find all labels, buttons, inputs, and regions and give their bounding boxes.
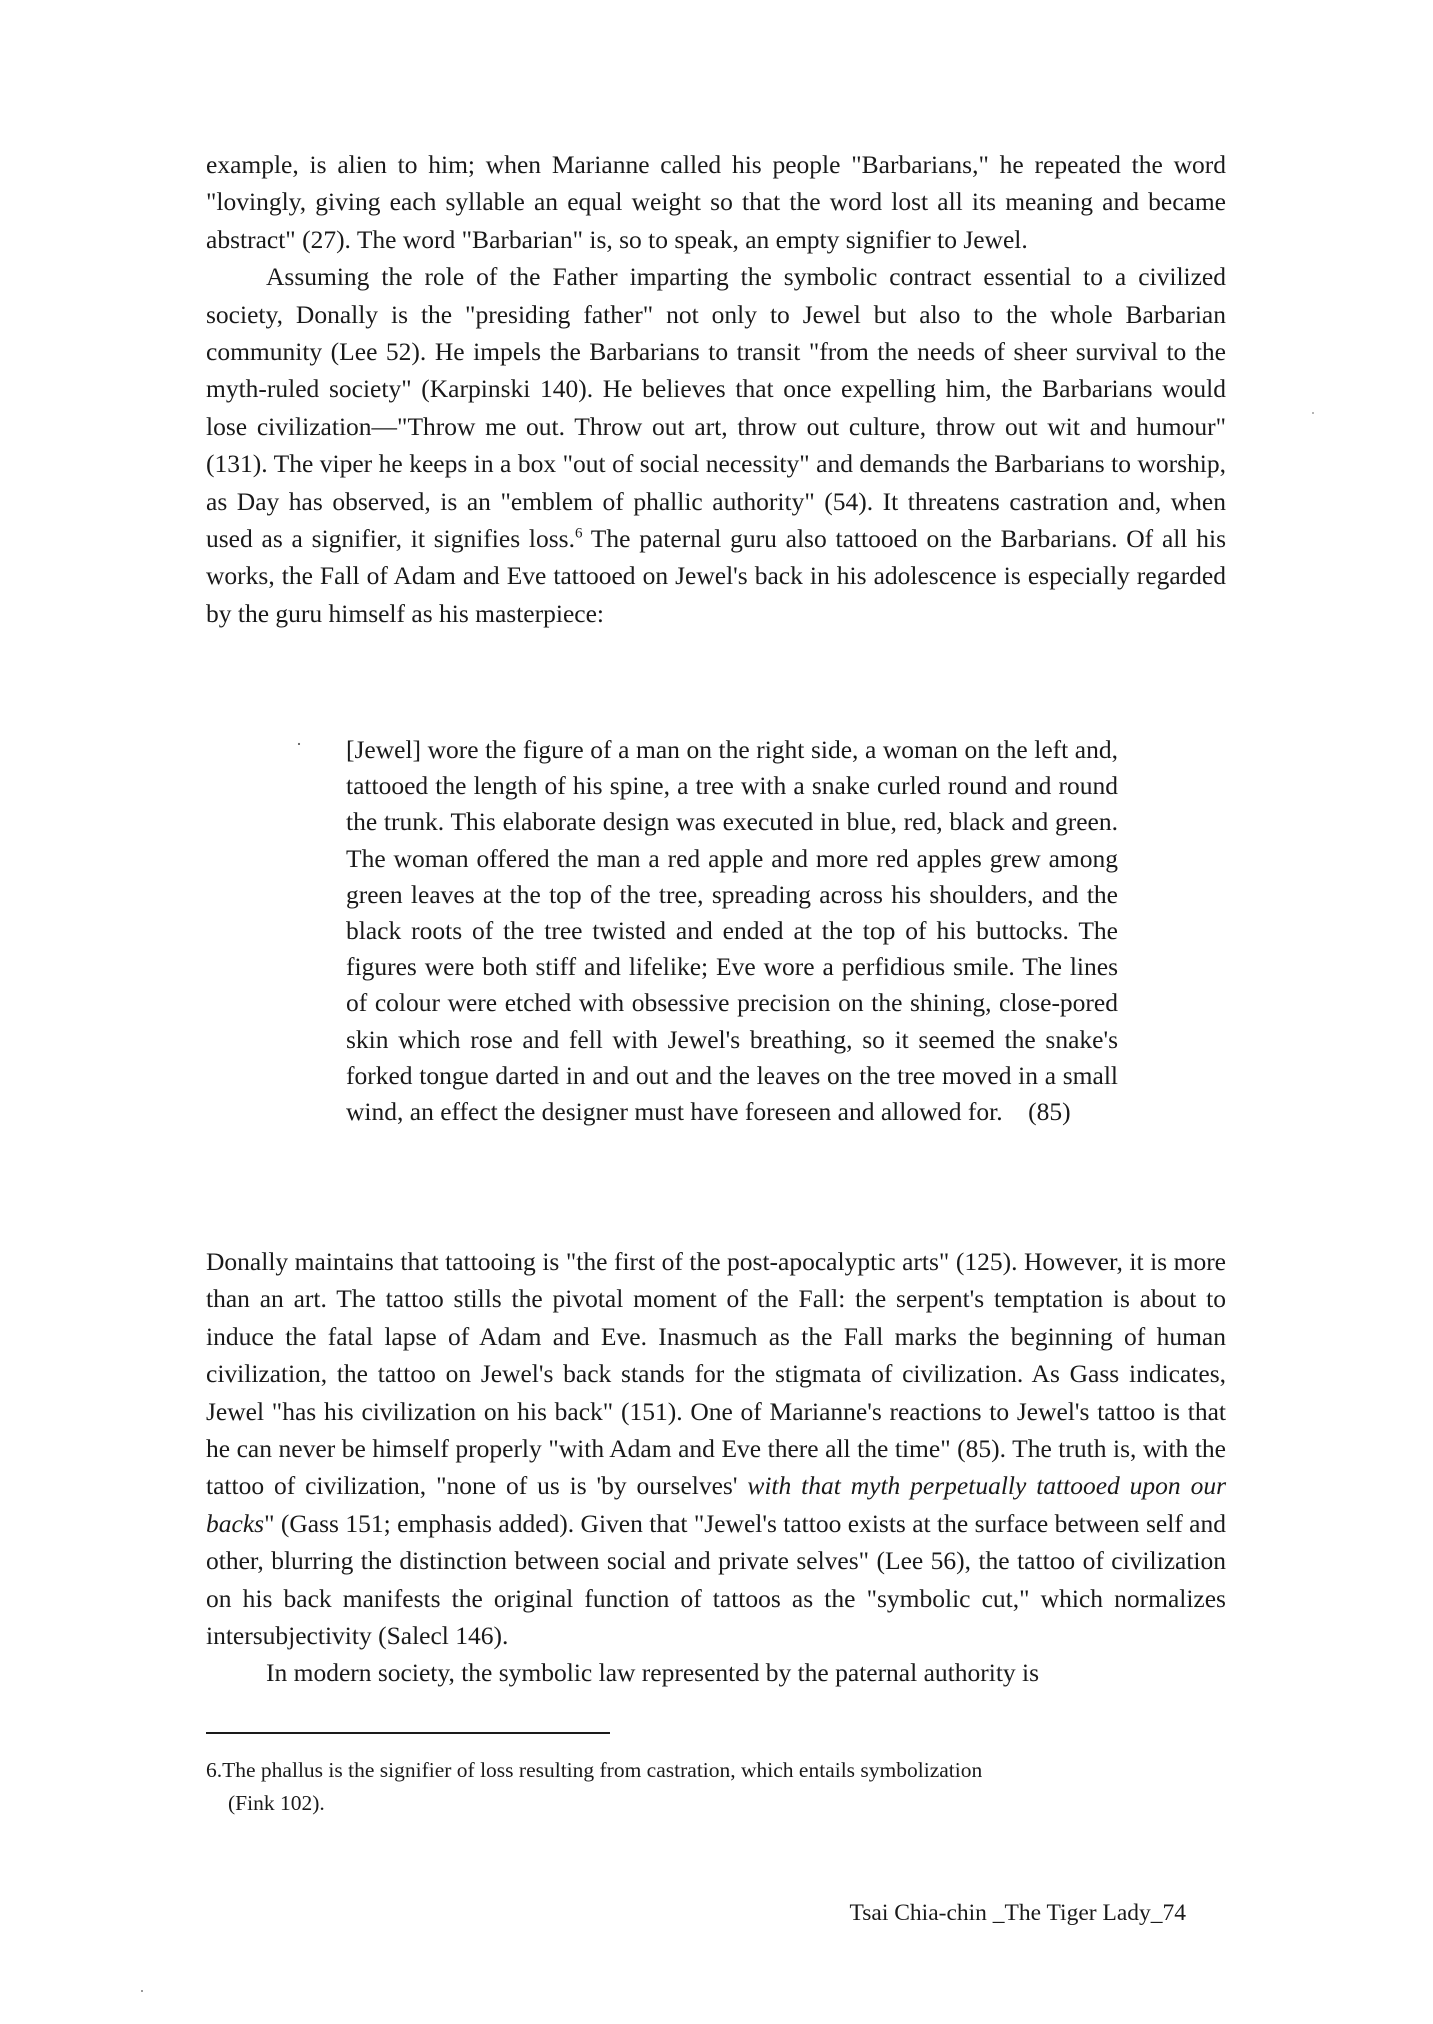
block-quote-text xyxy=(346,732,1118,1130)
paragraph-modern-society: In modern society, the symbolic law represented by the paternal authority is xyxy=(266,1658,1040,1688)
paragraph-text-continued: " (Gass 151; emphasis added). Given that "Jewel's tattoo exists at the surface between self and other, blurring the distinction between social and private selves" (Lee 56), the tattoo of civilization on his back manifests the original function of tattoos as the "symbolic cut," which normalizes intersubjectivity (Salecl 146). xyxy=(206,1508,1226,1651)
running-footer: Tsai Chia-chin _The Tiger Lady_74 xyxy=(849,1900,1186,1926)
footnote-separator xyxy=(206,1732,610,1734)
block-quote-body: [Jewel] wore the figure of a man on the right side, a woman on the left and, tattooed the length of his spine, a tree with a snake curled round and round the trunk. This elaborate design was executed in blue, red, black and green. The woman offered the man a red apple and more red apples grew among green leaves at the top of the tree, spreading across his shoulders, and the black roots of the tree twisted and ended at the top of his buttocks. The figures were both stiff and lifelike; Eve wore a perfidious smile. The lines of colour were etched with obsessive precision on the shining, close-pored skin which rose and fell with Jewel's breathing, so it seemed the snake's forked tongue darted in and out and the leaves on the tree moved in a small wind, an effect the designer must have foreseen and allowed for. xyxy=(346,735,1118,1127)
paragraph-continued: example, is alien to him; when Marianne called his people "Barbarians," he repeated the word "lovingly, giving each syllable an equal weight so that the word lost all its meaning and became abstract" (27). The word "Barbarian" is, so to speak, an empty signifier to Jewel. xyxy=(206,150,1226,254)
footnote-line-continued: (Fink 102). xyxy=(228,1791,325,1815)
paragraph-tattooing xyxy=(206,1243,1226,1654)
paragraph-donally-father xyxy=(206,258,1226,632)
stray-mark: · xyxy=(296,734,302,754)
footnote-line: 6.The phallus is the signifier of loss resulting from castration, which entails symbolization xyxy=(206,1758,983,1782)
paragraph-text: Assuming the role of the Father imparting the symbolic contract essential to a civilized society, Donally is the "presiding father" not only to Jewel but also to the whole Barbarian community (Lee 52). He impels the Barbarians to transit "from the needs of sheer survival to the myth-ruled society" (Karpinski 140). He believes that once expelling him, the Barbarians would lose civilization—"Throw me out. Throw out art, throw out culture, throw out wit and humour" (131). The viper he keeps in a box "out of social necessity" and demands the Barbarians to worship, as Day has observed, is an "emblem of phallic authority" (54). It threatens castration and, when used as a signifier, it signifies loss. xyxy=(206,262,1226,554)
scan-speck xyxy=(141,1990,143,1992)
footnote-marker: 6 xyxy=(574,525,583,542)
body-text-top xyxy=(206,146,1226,632)
emphasized-quote: with that myth perpetually tattooed upon our backs xyxy=(206,1471,1226,1538)
block-quote xyxy=(346,732,1118,1130)
footnote xyxy=(206,1754,1226,1820)
paragraph-text: Donally maintains that tattooing is "the first of the post-apocalyptic arts" (125). However, it is more than an art. The tattoo stills the pivotal moment of the Fall: the serpent's temptation is about to induce the fatal lapse of Adam and Eve. Inasmuch as the Fall marks the beginning of human civilization, the tattoo on Jewel's back stands for the stigmata of civilization. As Gass indicates, Jewel "has his civilization on his back" (151). One of Marianne's reactions to Jewel's tattoo is that he can never be himself properly "with Adam and Eve there all the time" (85). The truth is, with the tattoo of civilization, "none of us is 'by ourselves' xyxy=(206,1247,1226,1501)
paragraph-text-continued: The paternal guru also tattooed on the Barbarians. Of all his works, the Fall of Adam and Eve tattooed on Jewel's back in his adolescence is especially regarded by the guru himself as his masterpiece: xyxy=(206,524,1226,628)
block-quote-citation: (85) xyxy=(1028,1097,1071,1127)
body-text-bottom xyxy=(206,1243,1226,1692)
scan-speck xyxy=(1312,412,1314,414)
